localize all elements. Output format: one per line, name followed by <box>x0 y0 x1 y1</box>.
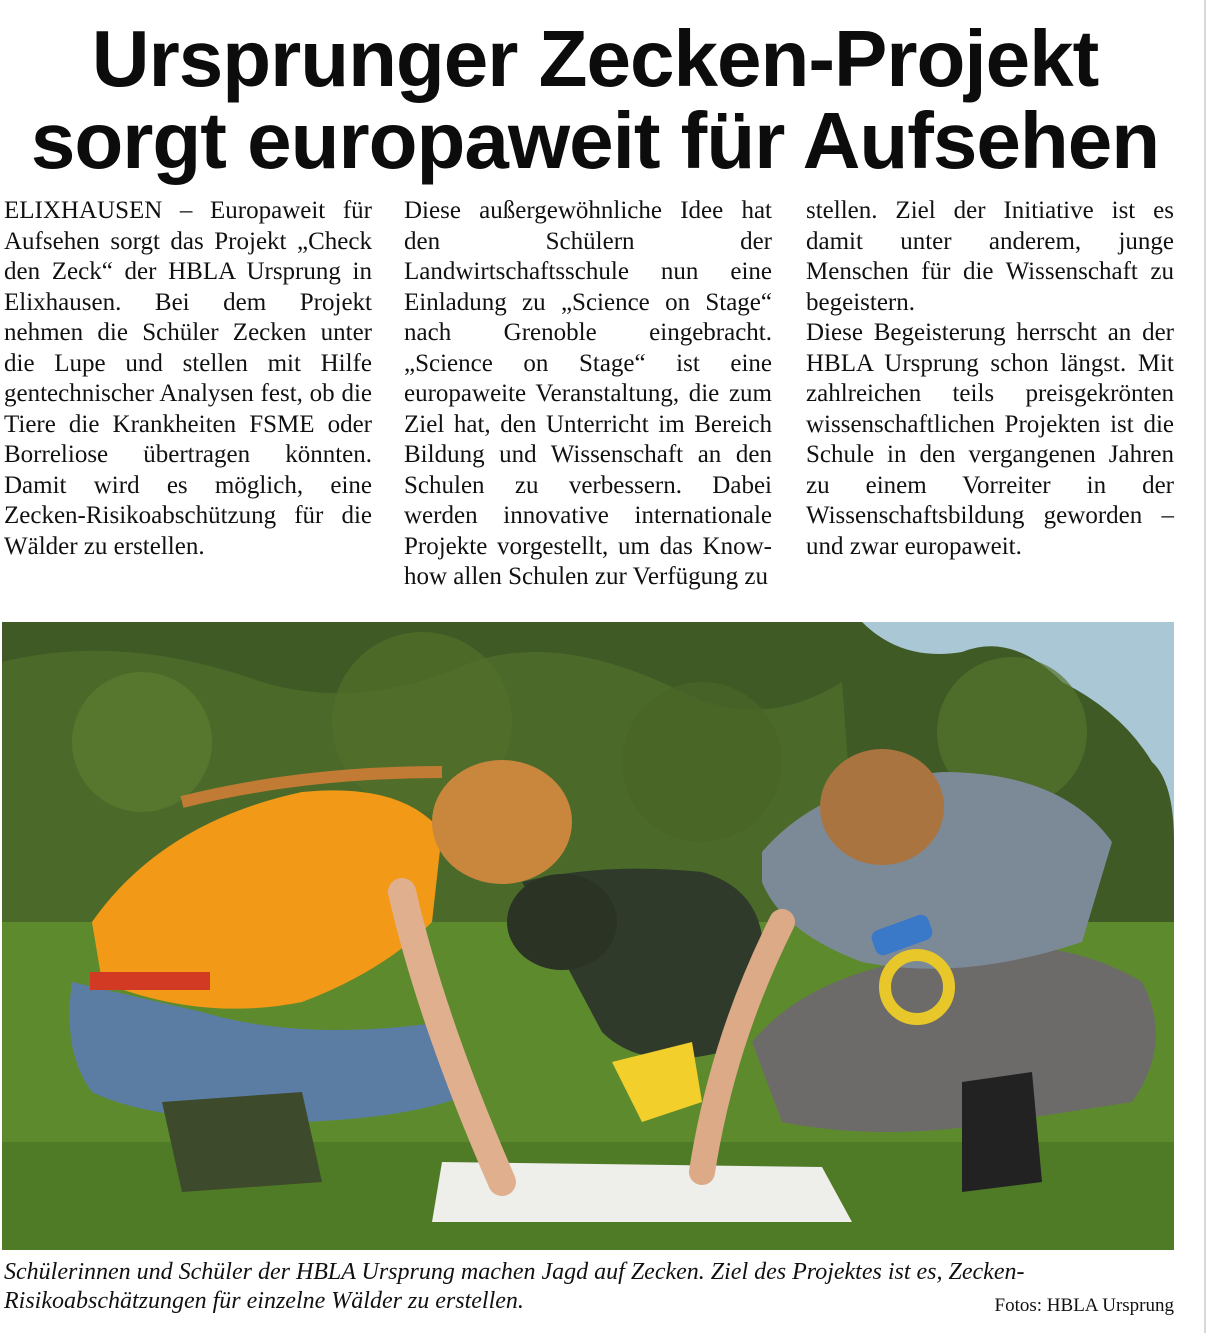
article-body <box>4 196 1176 606</box>
caption-text: Schülerinnen und Schüler der HBLA Ursprung machen Jagd auf Zecken. Ziel des Projektes ist es, Zecken-Risikoabschätzungen für einzelne Wälder zu erstellen. <box>4 1259 1025 1314</box>
photo-bush-1 <box>72 672 212 812</box>
column-2-text: Diese außergewöhnliche Idee hat den Schülern der Landwirtschaftsschule nun eine Einladung zu „Science on Stage“ nach Grenoble eingebracht. „Science on Stage“ ist eine europaweite Veranstaltung, die zum Ziel hat, den Unterricht im Bereich Bildung und Wissenschaft an den Schulen zu verbessern. Dabei werden innovative internationale Projekte vorgestellt, um das Know-how allen Schulen zur Verfügung zu <box>404 197 772 590</box>
photo-sock <box>962 1072 1042 1192</box>
column-1-text: ELIXHAUSEN – Europaweit für Aufsehen sorgt das Projekt „Check den Zeck“ der HBLA Ursprung in Elixhausen. Bei dem Projekt nehmen die Schüler Zecken unter die Lupe und stellen mit Hilfe gentechnischer Analysen fest, ob die Tiere die Krankheiten FSME oder Borreliose übertragen könnten. Damit wird es möglich, eine Zecken-Risikoabschützung für die Wälder zu erstellen. <box>4 197 372 560</box>
article-photo <box>2 622 1174 1250</box>
article-column-3 <box>806 196 1174 562</box>
photo-credit: Fotos: HBLA Ursprung <box>994 1295 1174 1316</box>
photo-boot <box>162 1092 322 1192</box>
column-3-paragraph-1: stellen. Ziel der Initiative ist es damit unter anderem, junge Menschen für die Wissenschaft zu begeistern. <box>806 197 1174 316</box>
headline-line-2: sorgt europaweit für Aufsehen <box>30 96 1160 185</box>
photo-left-girl-head <box>432 760 572 884</box>
column-3-paragraph-2: Diese Begeisterung herrscht an der HBLA Ursprung schon längst. Mit zahlreichen teils preisgekrönten wissenschaftlichen Projekten ist die Schule in den vergangenen Jahren zu einem Vorreiter in der Wissenschaftsbildung geworden – und zwar europaweit. <box>806 319 1174 560</box>
photo-red-belt <box>90 972 210 990</box>
photo-right-girl-head <box>820 749 944 865</box>
photo-bush-3 <box>622 682 782 842</box>
article-headline <box>0 14 1190 185</box>
photo-hood <box>507 874 617 970</box>
headline-line-1: Ursprunger Zecken-Projekt <box>91 14 1099 103</box>
photo-illustration <box>2 622 1174 1250</box>
article-column-1 <box>4 196 372 562</box>
article-column-2 <box>404 196 772 593</box>
